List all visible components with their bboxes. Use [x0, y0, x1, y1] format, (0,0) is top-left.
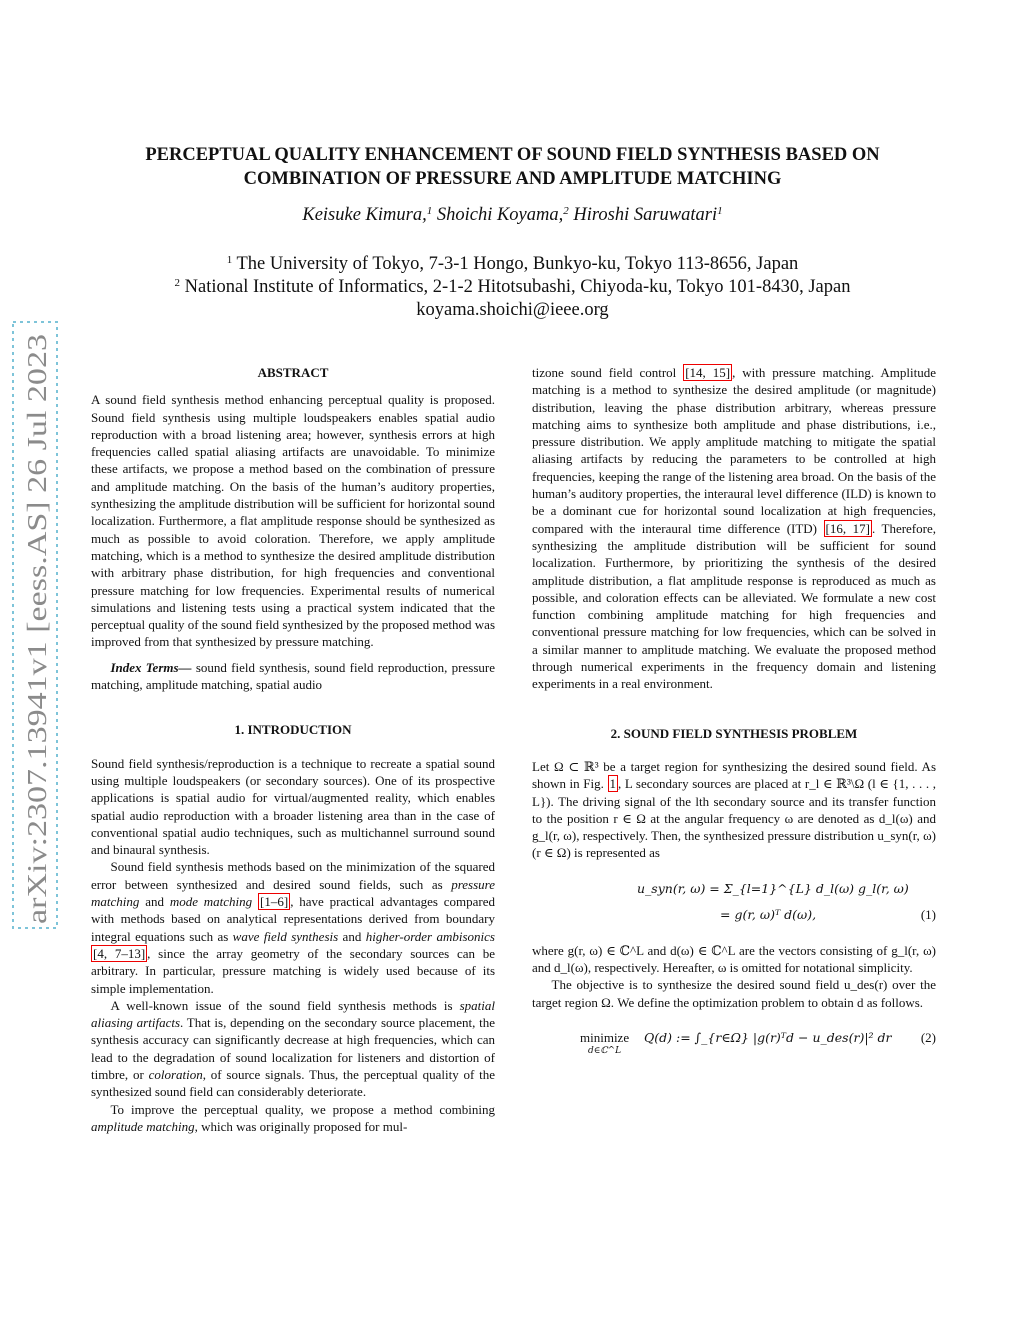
arxiv-stamp-graphic	[10, 320, 60, 930]
intro-heading: 1. INTRODUCTION	[234, 722, 352, 738]
title-line-2: COMBINATION OF PRESSURE AND AMPLITUDE MATCHING	[243, 169, 782, 189]
title-line-1: PERCEPTUAL QUALITY ENHANCEMENT OF SOUND FIELD SYNTHESIS BASED ON	[145, 145, 880, 165]
intro-paragraph-2: Sound field synthesis methods based on the minimization of the squared error between synthesized and desired sound fields, such as pressure matching and mode matching [1–6] , have practical advantages compared with methods based on analytical representations derived from boundary integral equations such as wave field synthesis and higher-order ambisonics [4, 7–13] , since the array geometry of the secondary sources can be arbitrary. In particular, pressure matching is widely used because of its simple implementation.	[91, 859, 496, 996]
affiliation-2: $^2$ National Institute of Informatics, 2-1-2 Hitotsubashi, Chiyoda-ku, Tokyo 101-8430, Japan	[174, 277, 851, 297]
author-1-affil: 1	[426, 205, 433, 217]
affiliation-1: $^1$ The University of Tokyo, 7-3-1 Hongo, Bunkyo-ku, Tokyo 113-8656, Japan	[226, 254, 799, 274]
section-2-paragraph-1: Let Ω ⊂ ℝ³ be a target region for synthesizing the desired sound field. As shown in Fig. 1 , L secondary sources are placed at r_l ∈ ℝ³\Ω (l ∈ {1, . . . , L}). The driving signal of the lth secondary source and its transfer function to the position r ∈ Ω at the angular frequency ω are denoted as d_l(ω) and g_l(r, ω), respectively. Then, the synthesized pressure distribution u_syn(r, ω) (r ∈ Ω) is represented as	[532, 758, 936, 861]
section-2-heading: 2. SOUND FIELD SYNTHESIS PROBLEM	[610, 725, 858, 741]
index-terms-text: sound field synthesis, sound field reproduction, pressure matching, amplitude matching, spatial audio	[91, 659, 495, 693]
figure-link[interactable]: 1	[609, 776, 616, 792]
svg-text:arXiv:2307.13941v1 [eess.AS]: arXiv:2307.13941v1 [eess.AS] 26 Jul 2023	[22, 456, 52, 924]
left-column	[91, 364, 495, 1135]
author-list	[90, 205, 935, 226]
author-email: koyama.shoichi@ieee.org	[416, 300, 609, 320]
citation-link[interactable]: [14, 15]	[685, 365, 731, 380]
equation-1	[532, 872, 936, 936]
citation-link[interactable]: [1–6]	[260, 894, 289, 910]
equation-1-line-1: u_syn(r, ω) = Σ_{l=1}^{L} d_l(ω) g_l(r, ω)	[637, 880, 909, 896]
citation-link[interactable]: [4, 7–13]	[93, 945, 146, 961]
paper-title	[90, 143, 935, 191]
author-2-affil: 2	[563, 205, 569, 217]
right-paragraph-1: tizone sound field control [14, 15] , with pressure matching. Amplitude matching is a method to synthesize the desired amplitude (or magnitude) distribution, leaving the phase distribution arbitrary, whereas pressure matching aims to synthesize both amplitude and phase distributions, i.e., pressure distribution. We apply amplitude matching to mitigate the spatial aliasing artifacts by reducing the parameters to be controlled at high frequencies, keeping the range of the listening area broad. On the basis of the human’s auditory properties, the interaural level difference (ILD) is known to be a dominant cue for horizontal sound localization at high frequencies, compared with the interaural time difference (ITD) [16, 17] . Therefore, synthesizing the amplitude distribution will be sufficient for sound localization. Furthermore, by prioritizing the synthesis of the desired amplitude distribution, a flat amplitude response is reproduced as much as possible, and coloration effects can be alleviated. We formulate a new cost function combining amplitude matching for high frequencies and conventional pressure matching for low frequencies, which can be solved in a similar manner to amplitude matching. We evaluate the proposed method through numerical experiments in the frequency domain and listening experiments in a real environment.	[532, 365, 936, 692]
author-3-affil: 1	[717, 205, 723, 217]
citation-link[interactable]: [16, 17]	[825, 520, 870, 536]
equation-2-number: (2)	[920, 1029, 936, 1045]
intro-paragraph-3: A well-known issue of the sound field synthesis methods is spatial aliasing artifacts. That is, depending on the secondary source placement, the synthesis accuracy can significantly decrease at high frequencies, which can lead to the degradation of sound localization for listeners and distortion of timbre, or coloration, of source signals. Thus, the perceptual quality of the synthesized sound field can considerably deteriorate.	[91, 997, 495, 1100]
abstract-heading: ABSTRACT	[257, 365, 329, 380]
section-2-paragraph-3: The objective is to synthesize the desired sound field u_des(r) over the target region Ω. We define the optimization problem to obtain d as follows.	[532, 977, 936, 1010]
equation-2-body: Q(d) := ∫_{r∈Ω} |g(r)ᵀd − u_des(r)|² dr	[644, 1029, 892, 1045]
abstract-text: A sound field synthesis method enhancing perceptual quality is proposed. Sound field synthesis using multiple loudspeakers enables spatial audio reproduction with a broad listening area; however, synthesis errors at high frequencies called spatial aliasing artifacts are unavoidable. To minimize these artifacts, we propose a method based on the combination of pressure and amplitude matching. On the basis of the human’s auditory properties, synthesizing the amplitude distribution will be sufficient for horizontal sound localization. Furthermore, a flat amplitude response should be synthesized as much as possible to avoid coloration. Therefore, we apply amplitude matching, which is a method to synthesize the desired amplitude distribution with arbitrary phase distribution, for high frequencies and conventional pressure matching for low frequencies. Experimental results of numerical simulations and listening tests using a practical system indicated that the perceptual quality of the sound field synthesized by the proposed method was improved from that synthesized by pressure matching.	[91, 392, 495, 650]
right-column	[532, 364, 936, 1065]
index-terms	[91, 659, 495, 694]
author-2: Shoichi Koyama,	[436, 205, 564, 225]
intro-paragraph-4: To improve the perceptual quality, we propose a method combining amplitude matching, which was originally proposed for mul-	[91, 1101, 495, 1134]
equation-1-line-2: = g(r, ω)ᵀ d(ω),	[720, 906, 817, 922]
equation-2-lhs: minimize d∈ℂ^L	[580, 1029, 630, 1057]
author-1: Keisuke Kimura,	[302, 205, 427, 225]
equation-1-number: (1)	[920, 906, 936, 922]
section-2-paragraph-2: where g(r, ω) ∈ ℂ^L and d(ω) ∈ ℂ^L are the vectors consisting of g_l(r, ω) and d_l(ω), respectively. Hereafter, ω is omitted for notational simplicity.	[532, 942, 936, 976]
index-terms-label: Index Terms—	[110, 659, 192, 675]
equation-2	[532, 1019, 936, 1065]
affiliations	[90, 253, 935, 322]
intro-paragraph-1: Sound field synthesis/reproduction is a technique to recreate a spatial sound using multiple loudspeakers (or secondary sources). One of its prospective applications is spatial audio for virtual/augmented reality, which enables spatial audio reproduction with a broader listening area than in the case of conventional spatial audio techniques, such as multichannel surround sound and binaural synthesis.	[91, 755, 495, 858]
author-3: Hiroshi Saruwatari	[573, 205, 718, 225]
arxiv-stamp	[10, 320, 60, 930]
